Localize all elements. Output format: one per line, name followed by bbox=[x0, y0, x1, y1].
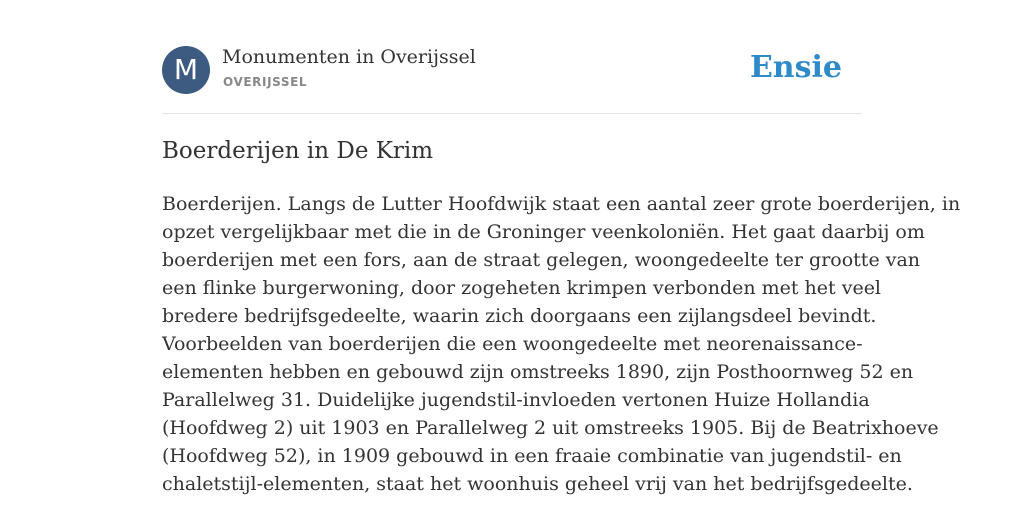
body-line: elementen hebben en gebouwd zijn omstreeks 1890, zijn Posthoornweg 52 en bbox=[162, 361, 914, 383]
body-line: een flinke burgerwoning, door zogeheten krimpen verbonden met het veel bbox=[162, 277, 882, 299]
page-title: Boerderijen in De Krim bbox=[162, 138, 434, 164]
source-subtitle: OVERIJSSEL bbox=[223, 75, 308, 89]
body-line: Voorbeelden van boerderijen die een woongedeelte met neorenaissance- bbox=[162, 333, 863, 355]
body-line: Parallelweg 31. Duidelijke jugendstil-invloeden vertonen Huize Hollandia bbox=[162, 389, 870, 411]
body-line: (Hoofdweg 2) uit 1903 en Parallelweg 2 uit omstreeks 1905. Bij de Beatrixhoeve bbox=[162, 417, 939, 439]
article-body bbox=[162, 190, 961, 498]
body-line: opzet vergelijkbaar met die in de Groninger veenkoloniën. Het gaat daarbij om bbox=[162, 221, 925, 243]
avatar[interactable]: M bbox=[162, 46, 210, 94]
source-title[interactable]: Monumenten in Overijssel bbox=[222, 46, 476, 68]
divider bbox=[162, 113, 862, 114]
source-header bbox=[162, 46, 862, 96]
body-line: bredere bedrijfsgedeelte, waarin zich doorgaans een zijlangsdeel bevindt. bbox=[162, 305, 877, 327]
body-line: (Hoofdweg 52), in 1909 gebouwd in een fraaie combinatie van jugendstil- en bbox=[162, 445, 902, 467]
ensie-logo[interactable]: Ensie bbox=[749, 50, 842, 85]
body-line: chaletstijl-elementen, staat het woonhuis geheel vrij van het bedrijfsgedeelte. bbox=[162, 473, 913, 495]
body-line: boerderijen met een fors, aan de straat gelegen, woongedeelte ter grootte van bbox=[162, 249, 921, 271]
body-line: Boerderijen. Langs de Lutter Hoofdwijk staat een aantal zeer grote boerderijen, in bbox=[162, 193, 961, 215]
